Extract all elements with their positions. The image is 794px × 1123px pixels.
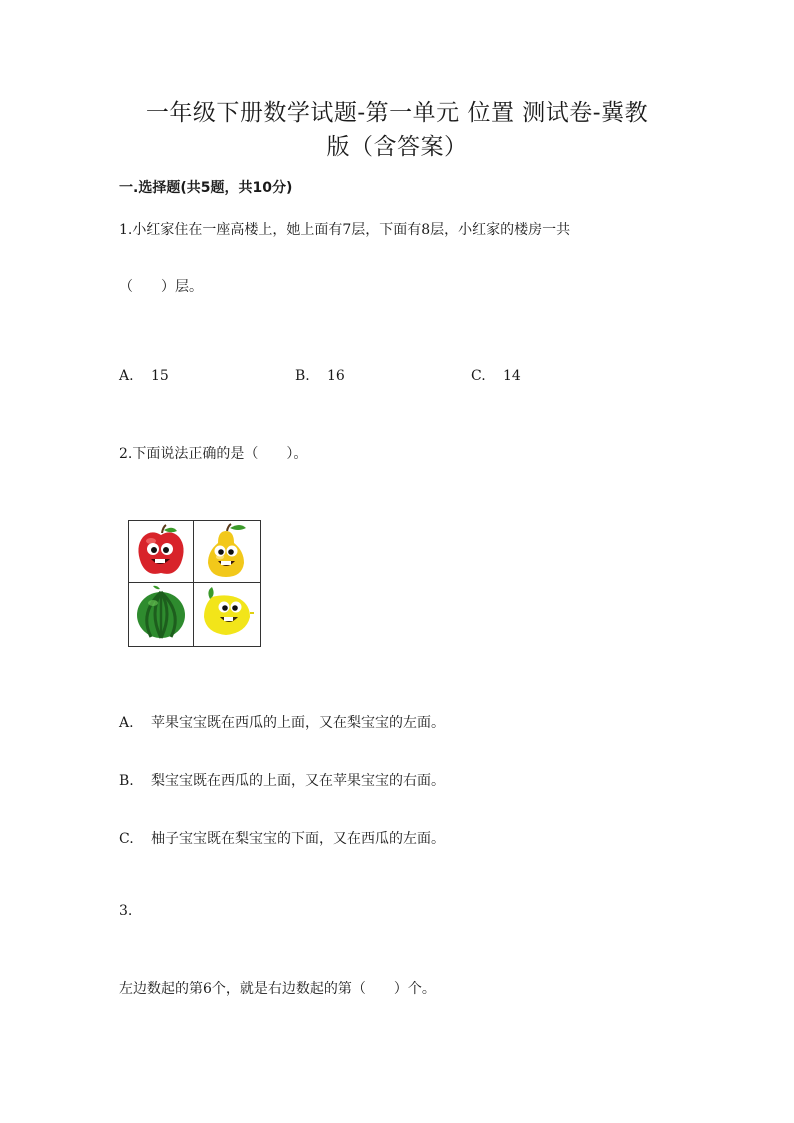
question-2-option-c: C. 柚子宝宝既在梨宝宝的下面，又在西瓜的左面。	[119, 831, 445, 847]
question-1-option-c: C. 14	[471, 368, 521, 384]
section-heading: 一.选择题(共5题，共10分)	[119, 180, 293, 196]
fruit-grid	[128, 520, 261, 647]
lemon-icon	[194, 583, 258, 644]
question-2-text: 2.下面说法正确的是（ ）。	[119, 446, 308, 462]
apple-icon	[129, 521, 193, 582]
question-2-option-a: A. 苹果宝宝既在西瓜的上面，又在梨宝宝的左面。	[119, 715, 445, 731]
question-3-text: 左边数起的第6个，就是右边数起的第（ ）个。	[119, 981, 436, 997]
question-1-option-a: A. 15	[119, 368, 169, 384]
pear-icon	[194, 521, 258, 582]
watermelon-icon	[129, 583, 193, 644]
question-2-option-b: B. 梨宝宝既在西瓜的上面，又在苹果宝宝的右面。	[119, 773, 445, 789]
title-line-1: 一年级下册数学试题-第一单元 位置 测试卷-冀教	[145, 100, 649, 126]
question-1-option-b: B. 16	[295, 368, 345, 384]
question-1-text-line-2: （ ）层。	[119, 279, 203, 295]
question-3-number: 3.	[119, 903, 133, 919]
title-line-2: 版（含答案）	[326, 134, 468, 160]
page-title	[100, 96, 694, 164]
question-1-text-line-1: 1.小红家住在一座高楼上，她上面有7层，下面有8层，小红家的楼房一共	[119, 222, 571, 238]
